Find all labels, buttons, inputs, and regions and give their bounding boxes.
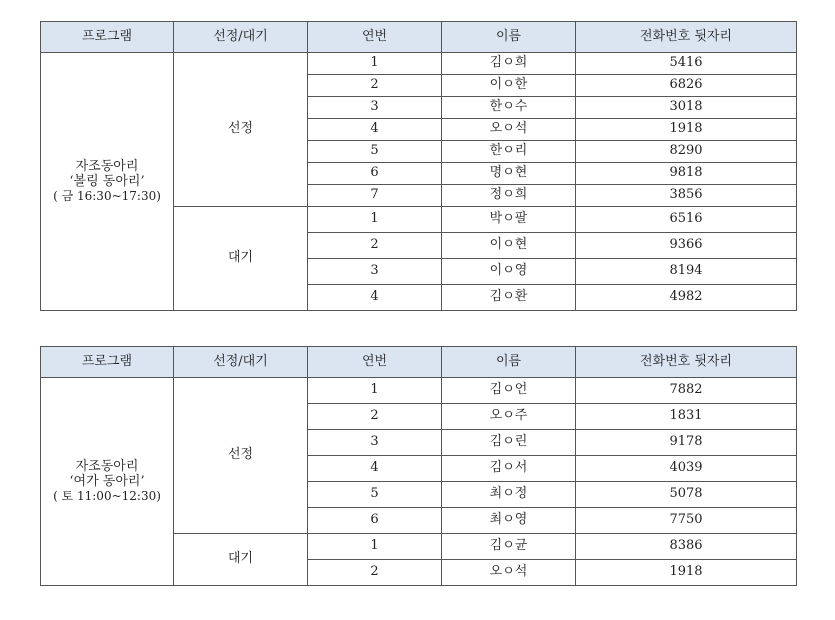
number-cell: 2 — [308, 560, 442, 586]
phone-cell: 6826 — [576, 75, 797, 97]
status-cell: 선정 — [174, 53, 308, 207]
name-cell: 정ㅇ희 — [442, 185, 576, 207]
program-cell — [41, 378, 174, 586]
number-cell: 6 — [308, 163, 442, 185]
number-cell: 5 — [308, 141, 442, 163]
program-line1: 자조동아리 — [75, 158, 139, 174]
number-cell: 3 — [308, 97, 442, 119]
header-status: 선정/대기 — [174, 22, 308, 53]
phone-cell: 1831 — [576, 404, 797, 430]
name-cell: 박ㅇ팔 — [442, 207, 576, 233]
phone-cell: 8194 — [576, 259, 797, 285]
bowling-club-table — [40, 21, 797, 311]
header-name: 이름 — [442, 22, 576, 53]
table-body — [41, 378, 797, 586]
phone-cell: 6516 — [576, 207, 797, 233]
name-cell: 오ㅇ석 — [442, 119, 576, 141]
header-number: 연번 — [308, 347, 442, 378]
table-header-row — [41, 22, 797, 53]
name-cell: 이ㅇ한 — [442, 75, 576, 97]
number-cell: 7 — [308, 185, 442, 207]
number-cell: 6 — [308, 508, 442, 534]
name-cell: 이ㅇ현 — [442, 233, 576, 259]
phone-cell: 7750 — [576, 508, 797, 534]
phone-cell: 9178 — [576, 430, 797, 456]
header-number: 연번 — [308, 22, 442, 53]
header-phone: 전화번호 뒷자리 — [576, 22, 797, 53]
name-cell: 이ㅇ영 — [442, 259, 576, 285]
name-cell: 한ㅇ리 — [442, 141, 576, 163]
header-name: 이름 — [442, 347, 576, 378]
name-cell: 김ㅇ언 — [442, 378, 576, 404]
number-cell: 1 — [308, 378, 442, 404]
phone-cell: 4982 — [576, 285, 797, 311]
status-cell: 선정 — [174, 378, 308, 534]
number-cell: 3 — [308, 259, 442, 285]
header-program: 프로그램 — [41, 22, 174, 53]
name-cell: 김ㅇ환 — [442, 285, 576, 311]
table-header-row — [41, 347, 797, 378]
number-cell: 4 — [308, 456, 442, 482]
program-line1: 자조동아리 — [75, 458, 139, 474]
header-status: 선정/대기 — [174, 347, 308, 378]
status-cell: 대기 — [174, 534, 308, 586]
program-line2: ‘볼링 동아리’ — [69, 173, 145, 189]
phone-cell: 5078 — [576, 482, 797, 508]
phone-cell: 9366 — [576, 233, 797, 259]
number-cell: 1 — [308, 53, 442, 75]
phone-cell: 7882 — [576, 378, 797, 404]
header-phone: 전화번호 뒷자리 — [576, 347, 797, 378]
phone-cell: 5416 — [576, 53, 797, 75]
leisure-club-table — [40, 346, 797, 586]
phone-cell: 3856 — [576, 185, 797, 207]
number-cell: 2 — [308, 75, 442, 97]
number-cell: 2 — [308, 404, 442, 430]
header-program: 프로그램 — [41, 347, 174, 378]
number-cell: 3 — [308, 430, 442, 456]
program-line3: ( 금 16:30~17:30) — [53, 188, 161, 203]
name-cell: 김ㅇ균 — [442, 534, 576, 560]
number-cell: 1 — [308, 534, 442, 560]
phone-cell: 8290 — [576, 141, 797, 163]
phone-cell: 1918 — [576, 119, 797, 141]
number-cell: 4 — [308, 285, 442, 311]
name-cell: 오ㅇ석 — [442, 560, 576, 586]
status-cell: 대기 — [174, 207, 308, 311]
name-cell: 최ㅇ정 — [442, 482, 576, 508]
table-row — [41, 53, 797, 75]
phone-cell: 8386 — [576, 534, 797, 560]
number-cell: 1 — [308, 207, 442, 233]
name-cell: 오ㅇ주 — [442, 404, 576, 430]
phone-cell: 9818 — [576, 163, 797, 185]
phone-cell: 3018 — [576, 97, 797, 119]
table-body — [41, 53, 797, 311]
number-cell: 2 — [308, 233, 442, 259]
name-cell: 김ㅇ서 — [442, 456, 576, 482]
name-cell: 김ㅇ린 — [442, 430, 576, 456]
table-row — [41, 378, 797, 404]
name-cell: 명ㅇ현 — [442, 163, 576, 185]
name-cell: 한ㅇ수 — [442, 97, 576, 119]
number-cell: 5 — [308, 482, 442, 508]
number-cell: 4 — [308, 119, 442, 141]
program-cell — [41, 53, 174, 311]
name-cell: 김ㅇ희 — [442, 53, 576, 75]
name-cell: 최ㅇ영 — [442, 508, 576, 534]
program-line2: ‘여가 동아리’ — [69, 473, 145, 489]
phone-cell: 1918 — [576, 560, 797, 586]
phone-cell: 4039 — [576, 456, 797, 482]
program-line3: ( 토 11:00~12:30) — [53, 488, 161, 503]
